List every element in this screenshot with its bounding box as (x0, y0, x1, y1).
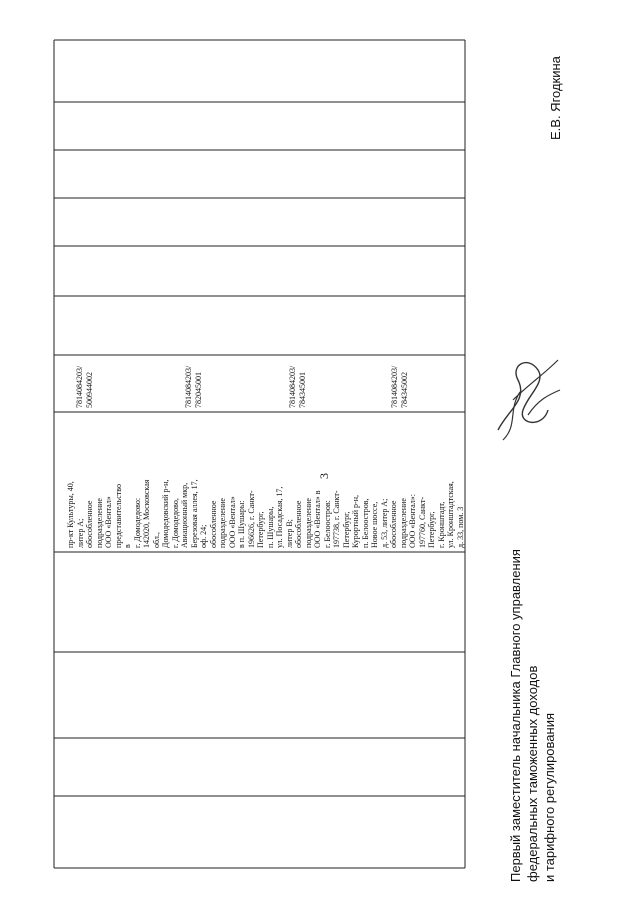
inn-kpp-cell: 7814084203/ 782045001 (184, 365, 203, 408)
inn-kpp-cell: 7814084203/ 784345002 (390, 365, 409, 408)
address-cell: пр-кт Культуры, 40, литер А; обособленное подразделение ООО «Вентал» представительство в г. Домодедово: 142020, Московская обл., Домодедовский р-н, г. Домодедово, Авиационный мкр, Березовая аллея, 17, оф. 24; обособленное подразделение ООО «Вентал» в п. Шушары: 196626, г. Санкт- Петербург, п. Шушары, ул. Посадская, 17, литер В; обособленное подразделение ООО «Вентал» в г. Белоостров: 197738, г. Санкт- Петербург, Курортный р-н, п. Белоостров, Новое шоссе, д. 53, литер А; обособленное подразделение ООО «Вентал»: 197760, Санкт- Петербург, г. Кронштадт, ул. Кронштадтская, д. 33, пом. 3 (66, 479, 465, 548)
signatory-position-line: и тарифного регулирования (542, 713, 557, 882)
handwritten-signature (488, 340, 568, 450)
signer-name: Е.В. Ягодкина (548, 56, 563, 140)
page-number: 3 (317, 473, 331, 479)
signatory-position-line: федеральных таможенных доходов (525, 665, 540, 882)
inn-kpp-cell: 7814084203/ 500944002 (75, 365, 94, 408)
signatory-position-line: Первый заместитель начальника Главного управления (508, 549, 523, 882)
inn-kpp-cell: 7814084203/ 784345001 (288, 365, 307, 408)
